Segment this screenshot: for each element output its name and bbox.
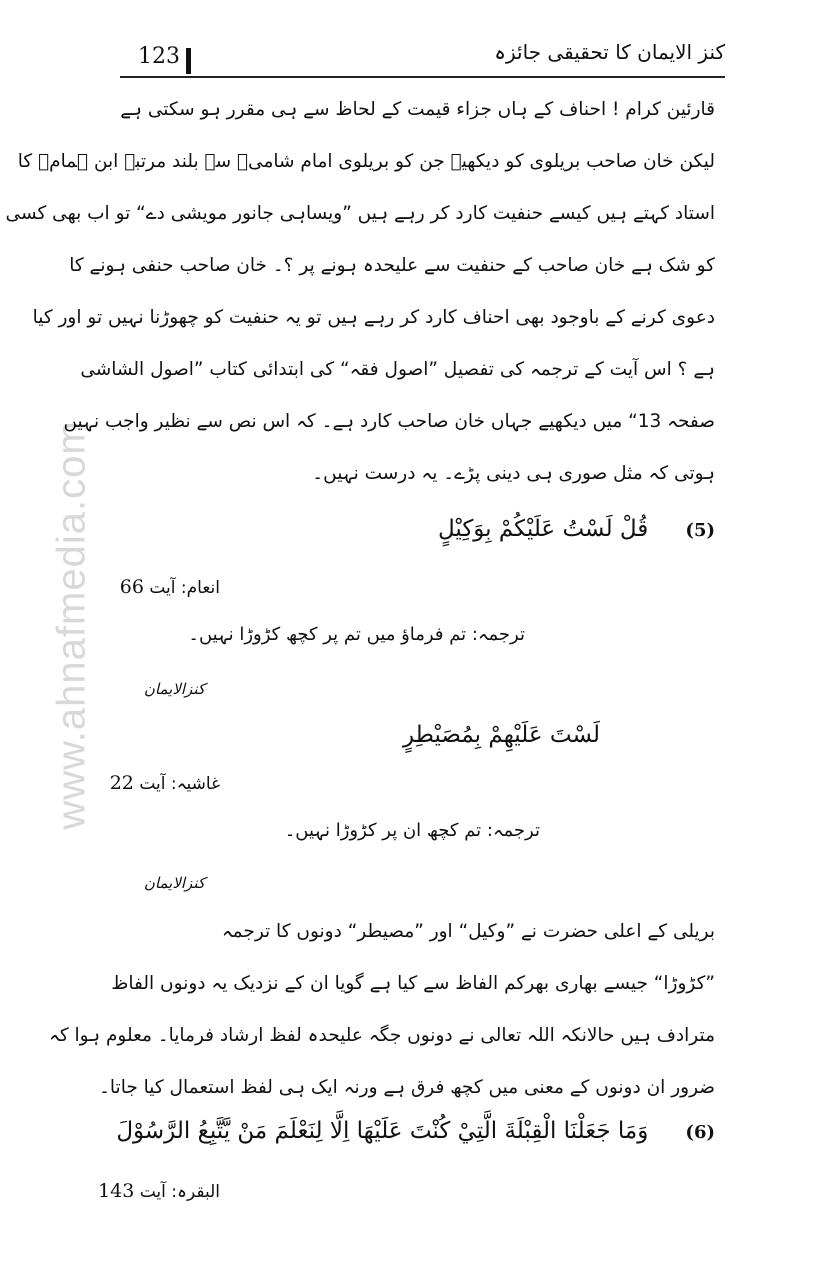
translation-source: کنزالایمان bbox=[143, 680, 205, 698]
text-line: بریلی کے اعلی حضرت نے ”وکیل“ اور ”مصیطر“ دونوں کا ترجمہ bbox=[221, 921, 715, 942]
paragraph-2 bbox=[49, 906, 715, 1114]
text-line: قارئین کرام ! احناف کے ہاں جزاء قیمت کے لحاظ سے ہی مقرر ہو سکتی ہے bbox=[120, 99, 715, 120]
reference-number: 66 bbox=[119, 576, 144, 598]
verse-reference bbox=[120, 576, 220, 598]
text-line: دعوی کرنے کے باوجود بھی احناف کارد کر رہے ہیں تو یہ حنفیت کو چھوڑنا نہیں تو اور کیا bbox=[32, 307, 715, 328]
paragraph-1 bbox=[5, 84, 715, 500]
reference-label: انعام: آیت bbox=[149, 578, 220, 598]
text-line: لیکن خان صاحب بریلوی کو دیکھیے جن کو بریلوی امام شامیؒ سے بلند مرتبہ ابن ہمامؒ کا bbox=[17, 151, 715, 172]
reference-number: 22 bbox=[109, 772, 134, 794]
text-line: ”کڑوڑا“ جیسے بھاری بھرکم الفاظ سے کیا ہے گویا ان کے نزدیک یہ دونوں الفاظ bbox=[111, 973, 715, 994]
text-line: ضرور ان دونوں کے معنی میں کچھ فرق ہے ورنہ ایک ہی لفظ استعمال کیا جاتا۔ bbox=[99, 1077, 715, 1098]
verse-b bbox=[403, 722, 600, 762]
text-line: ہے ؟ اس آیت کے ترجمہ کی تفصیل ”اصول فقہ“ کی ابتدائی کتاب ”اصول الشاشی bbox=[80, 359, 715, 380]
watermark: www.ahnafmedia.com bbox=[49, 420, 94, 830]
reference-label: غاشیہ: آیت bbox=[139, 774, 220, 794]
translation-source: کنزالایمان bbox=[143, 874, 205, 892]
verse-reference bbox=[110, 772, 220, 794]
text-line: ہوتی کہ مثل صوری ہی دینی پڑے۔ یہ درست نہیں۔ bbox=[312, 463, 715, 484]
header-rule bbox=[120, 76, 725, 78]
page-number: 123 bbox=[138, 44, 180, 69]
text-line: صفحہ 13“ میں دیکھیے جہاں خان صاحب کارد ہے۔ کہ اس نص سے نظیر واجب نہیں bbox=[63, 411, 715, 432]
reference-label: البقرہ: آیت bbox=[139, 1182, 220, 1202]
book-title: کنز الایمان کا تحقیقی جائزہ bbox=[494, 40, 725, 64]
verse-reference bbox=[98, 1180, 220, 1202]
text-line: مترادف ہیں حالانکہ اللہ تعالی نے دونوں جگہ علیحدہ لفظ ارشاد فرمایا۔ معلوم ہوا کہ bbox=[49, 1025, 715, 1046]
text-line: استاد کہتے ہیں کیسے حنفیت کارد کر رہے ہیں ”ویساہی جانور مویشی دے“ تو اب بھی کسی bbox=[5, 203, 715, 224]
verse-5 bbox=[95, 516, 715, 556]
arabic-verse: وَمَا جَعَلْنَا الْقِبْلَةَ الَّتِيْ كُنْتَ عَلَيْهَا اِلَّا لِنَعْلَمَ مَنْ يَّتَّبِعُ الرَّسُوْلَ bbox=[116, 1118, 649, 1144]
verse-number: (5) bbox=[685, 520, 715, 541]
translation: ترجمہ: تم فرماؤ میں تم پر کچھ کڑوڑا نہیں۔ bbox=[188, 624, 525, 645]
text-line: کو شک ہے خان صاحب کے حنفیت سے علیحدہ ہونے پر ؟۔ خان صاحب حنفی ہونے کا bbox=[69, 255, 715, 276]
verse-6 bbox=[95, 1118, 715, 1158]
arabic-verse: لَسْتَ عَلَيْهِمْ بِمُصَيْطِرٍ bbox=[402, 722, 600, 748]
arabic-verse: قُلْ لَسْتُ عَلَيْكُمْ بِوَكِيْلٍ bbox=[437, 516, 649, 542]
page-header bbox=[120, 40, 725, 80]
translation: ترجمہ: تم کچھ ان پر کڑوڑا نہیں۔ bbox=[284, 820, 540, 841]
verse-number: (6) bbox=[685, 1122, 715, 1143]
reference-number: 143 bbox=[98, 1180, 135, 1202]
header-divider-bar bbox=[186, 48, 191, 74]
